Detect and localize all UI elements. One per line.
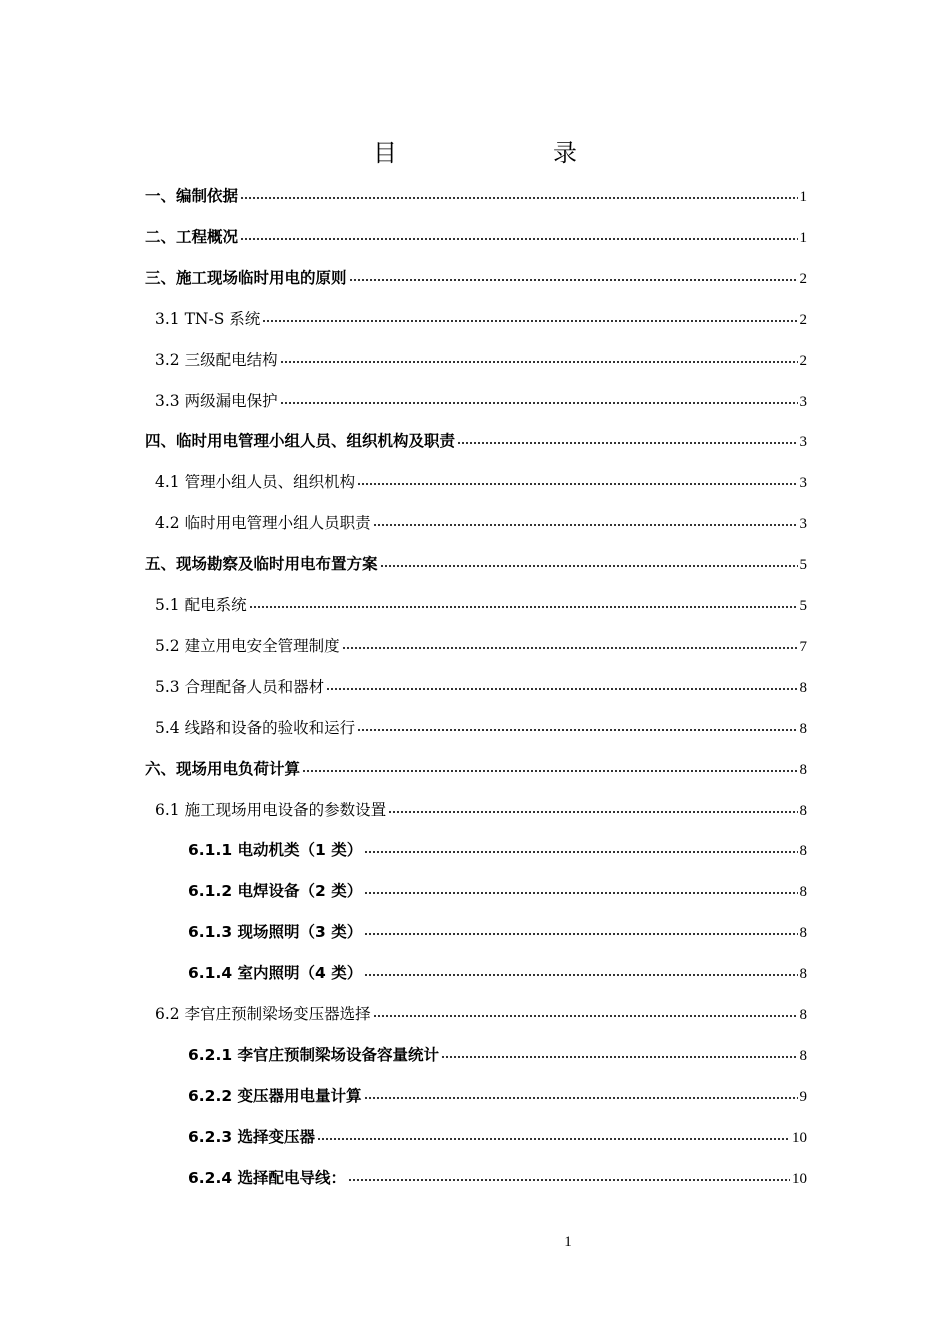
toc-entry-label: 6.2.1 李官庄预制梁场设备容量统计 — [188, 1045, 440, 1064]
dot-leader — [249, 606, 798, 608]
toc-entry[interactable] — [145, 224, 807, 250]
dot-leader — [326, 688, 797, 690]
toc-entry-page-number: 8 — [799, 761, 807, 778]
toc-entry-page-number: 2 — [799, 311, 807, 328]
toc-entry-page-number: 8 — [799, 720, 807, 737]
toc-entry-label: 3.3 两级漏电保护 — [155, 391, 278, 410]
toc-entry[interactable] — [155, 715, 807, 741]
toc-entry-page-number: 5 — [799, 557, 807, 574]
toc-entry-page-number: 5 — [799, 598, 807, 614]
dot-leader — [380, 565, 798, 567]
dot-leader — [240, 197, 797, 199]
dot-leader — [262, 320, 797, 322]
toc-entry[interactable] — [155, 469, 807, 495]
toc-entry-page-number: 8 — [799, 802, 807, 819]
toc-entry-label: 6.1.4 室内照明（4 类） — [188, 964, 363, 983]
dot-leader — [342, 647, 798, 649]
toc-entry[interactable] — [155, 388, 807, 414]
toc-entry[interactable] — [155, 1001, 807, 1027]
toc-entry-page-number: 8 — [799, 966, 807, 983]
toc-entry-page-number: 1 — [799, 189, 807, 205]
dot-leader — [388, 811, 797, 813]
toc-entry-label: 6.1.1 电动机类（1 类） — [188, 841, 363, 860]
toc-entry[interactable] — [188, 960, 807, 986]
toc-entry[interactable] — [188, 1165, 807, 1191]
dot-leader — [349, 279, 798, 281]
toc-entry-label: 6.2.4 选择配电导线： — [188, 1168, 347, 1187]
toc-entry-label: 二、工程概况 — [145, 227, 239, 246]
toc-entry[interactable] — [188, 837, 807, 863]
toc-entry-page-number: 7 — [799, 638, 807, 655]
toc-entry[interactable] — [188, 1124, 807, 1150]
dot-leader — [357, 729, 797, 731]
toc-entry[interactable] — [188, 1083, 807, 1109]
toc-entry-page-number: 10 — [792, 1170, 807, 1187]
toc-entry-label: 6.1.3 现场照明（3 类） — [188, 923, 363, 942]
toc-entry-page-number: 3 — [799, 475, 807, 492]
toc-title: 目 录 — [373, 139, 613, 167]
toc-entry[interactable] — [188, 1042, 807, 1068]
dot-leader — [280, 402, 798, 404]
dot-leader — [357, 483, 797, 485]
toc-entry-label: 4.2 临时用电管理小组人员职责 — [155, 514, 371, 533]
toc-entry[interactable] — [155, 674, 807, 700]
toc-entry-label: 5.2 建立用电安全管理制度 — [155, 636, 340, 655]
toc-entry-page-number: 8 — [799, 925, 807, 942]
toc-entry[interactable] — [145, 265, 807, 291]
toc-entry[interactable] — [155, 306, 807, 332]
toc-entry-label: 一、编制依据 — [145, 187, 239, 205]
toc-entry[interactable] — [145, 551, 807, 577]
dot-leader — [280, 361, 798, 363]
toc-entry-page-number: 8 — [799, 1047, 807, 1064]
dot-leader — [441, 1056, 797, 1058]
toc-entry-label: 6.2.3 选择变压器 — [188, 1127, 316, 1146]
toc-entry-label: 3.2 三级配电结构 — [155, 350, 278, 369]
toc-entry-page-number: 3 — [799, 434, 807, 451]
toc-entry-page-number: 10 — [792, 1129, 807, 1146]
toc-entry[interactable] — [145, 428, 807, 454]
dot-leader — [317, 1138, 790, 1140]
dot-leader — [364, 933, 797, 935]
toc-entry-label: 六、现场用电负荷计算 — [145, 759, 301, 778]
toc-entry[interactable] — [145, 756, 807, 782]
dot-leader — [373, 524, 798, 526]
dot-leader — [364, 974, 797, 976]
dot-leader — [364, 851, 797, 853]
toc-entry-label: 5.4 线路和设备的验收和运行 — [155, 718, 356, 737]
toc-entry-label: 3.1 TN-S 系统 — [155, 309, 261, 328]
toc-entry-page-number: 9 — [799, 1088, 807, 1105]
toc-entry[interactable] — [145, 183, 807, 209]
dot-leader — [240, 238, 797, 240]
dot-leader — [348, 1179, 790, 1181]
toc-entry[interactable] — [155, 797, 807, 823]
toc-entry-label: 三、施工现场临时用电的原则 — [145, 268, 347, 287]
toc-entry-label: 5.3 合理配备人员和器材 — [155, 677, 325, 696]
toc-entry[interactable] — [155, 347, 807, 373]
toc-entry-label: 6.2.2 变压器用电量计算 — [188, 1086, 362, 1105]
toc-entry[interactable] — [188, 919, 807, 945]
dot-leader — [373, 1015, 798, 1017]
toc-entry-page-number: 8 — [799, 884, 807, 901]
toc-entry-label: 6.1 施工现场用电设备的参数设置 — [155, 800, 387, 819]
dot-leader — [364, 892, 797, 894]
toc-entry-label: 4.1 管理小组人员、组织机构 — [155, 473, 356, 492]
dot-leader — [457, 442, 797, 444]
toc-entry-label: 5.1 配电系统 — [155, 596, 247, 614]
toc-entry[interactable] — [155, 592, 807, 618]
toc-entry-label: 四、临时用电管理小组人员、组织机构及职责 — [145, 432, 456, 451]
toc-entry-page-number: 8 — [799, 679, 807, 696]
toc-entry[interactable] — [188, 878, 807, 904]
toc-entry[interactable] — [155, 633, 807, 659]
dot-leader — [302, 770, 797, 772]
dot-leader — [364, 1097, 798, 1099]
footer-page-number: 1 — [564, 1234, 572, 1250]
toc-entry-page-number: 8 — [799, 1007, 807, 1023]
toc-entry-label: 6.1.2 电焊设备（2 类） — [188, 882, 363, 901]
toc-entry-label: 6.2 李官庄预制梁场变压器选择 — [155, 1005, 371, 1023]
toc-entry[interactable] — [155, 510, 807, 536]
toc-entry-page-number: 1 — [799, 229, 807, 246]
toc-entry-page-number: 2 — [799, 352, 807, 369]
toc-entry-page-number: 3 — [799, 393, 807, 410]
toc-entry-label: 五、现场勘察及临时用电布置方案 — [145, 555, 378, 574]
toc-entry-page-number: 3 — [799, 516, 807, 533]
toc-entry-page-number: 2 — [799, 270, 807, 287]
toc-entry-page-number: 8 — [799, 843, 807, 860]
